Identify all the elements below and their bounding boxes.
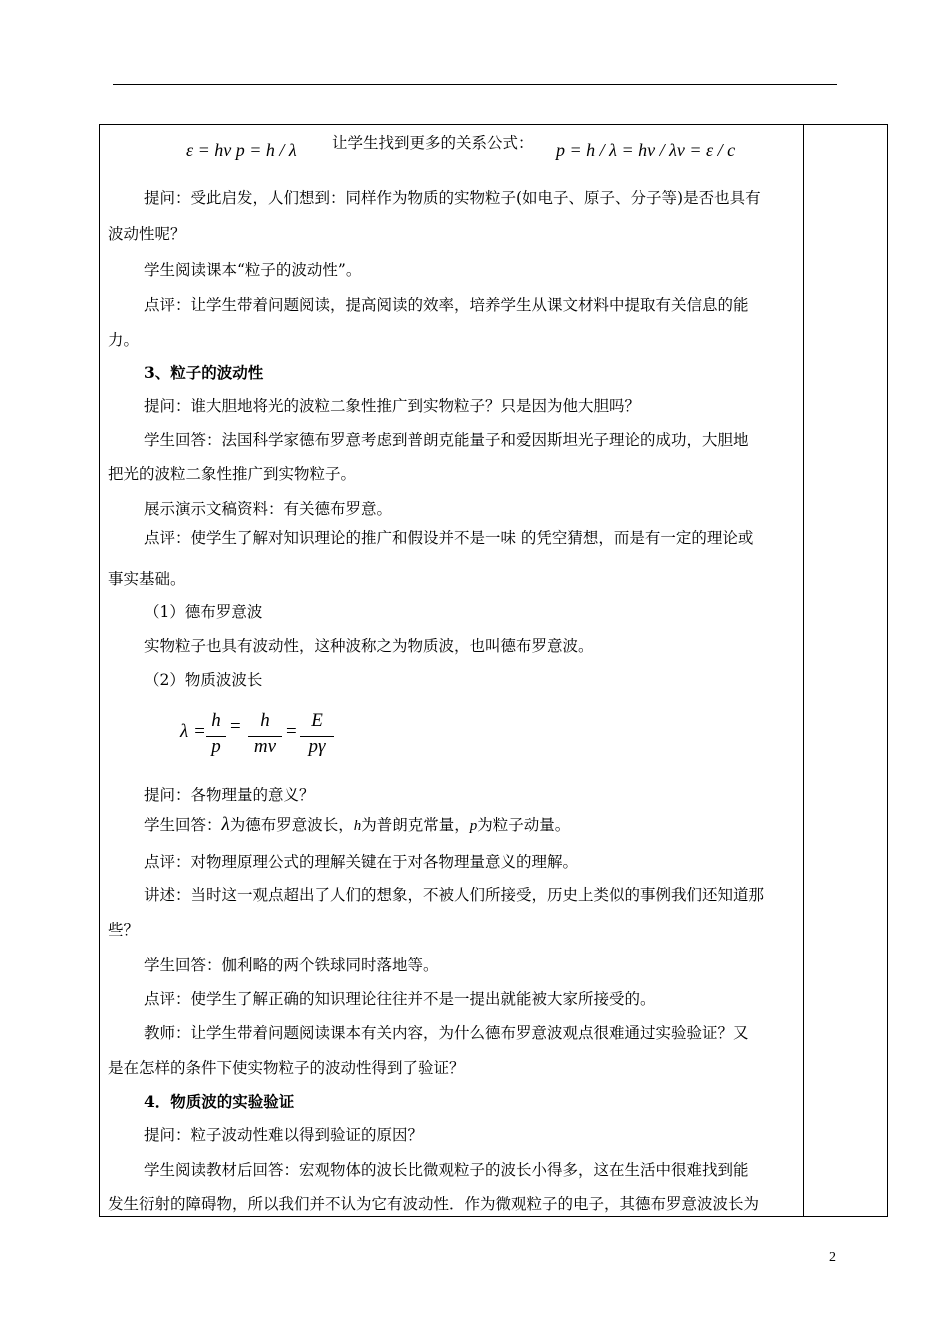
relation-prompt: 让学生找到更多的关系公式：	[332, 134, 534, 152]
subheading: （2）物质波波长	[144, 671, 263, 689]
paragraph: 学生回答：伽利略的两个铁球同时落地等。	[144, 956, 439, 974]
paragraph-part: 为普朗克常量，	[361, 816, 470, 834]
paragraph: 讲述：当时这一观点超出了人们的想象，不被人们所接受，历史上类似的事例我们还知道那	[144, 886, 765, 904]
relation-equation: p = h / λ = hν / λν = ε / c	[556, 140, 736, 160]
paragraph: 把光的波粒二象性推广到实物粒子。	[108, 465, 357, 483]
p-symbol: p	[469, 818, 478, 834]
equals-sign: =	[230, 716, 241, 737]
lambda-symbol: λ	[221, 814, 230, 835]
paragraph: 是在怎样的条件下使实物粒子的波动性得到了验证？	[108, 1059, 465, 1077]
denominator: pγ	[308, 736, 326, 757]
paragraph: 点评：让学生带着问题阅读，提高阅读的效率，培养学生从课文材料中提取有关信息的能	[144, 296, 749, 314]
paragraph	[144, 815, 570, 836]
paragraph: 提问：各物理量的意义？	[144, 786, 315, 804]
paragraph-lead: 学生回答：	[144, 816, 222, 834]
paragraph: 实物粒子也具有波动性，这种波称之为物质波，也叫德布罗意波。	[144, 637, 594, 655]
numerator: h	[211, 710, 221, 731]
energy-momentum-equation: ε = hν p = h / λ	[186, 140, 297, 160]
paragraph: 学生回答：法国科学家德布罗意考虑到普朗克能量子和爱因斯坦光子理论的成功，大胆地	[144, 431, 749, 449]
paragraph: 点评：对物理原理公式的理解关键在于对各物理量意义的理解。	[144, 853, 579, 871]
paragraph-part: 为德布罗意波长，	[229, 816, 354, 834]
header-rule	[113, 84, 837, 85]
paragraph: 提问：谁大胆地将光的波粒二象性推广到实物粒子？只是因为他大胆吗？	[144, 397, 641, 415]
paragraph: 学生阅读教材后回答：宏观物体的波长比微观粒子的波长小得多，这在生活中很难找到能	[144, 1161, 749, 1179]
paragraph: 点评：使学生了解对知识理论的推广和假设并不是一味 的凭空猜想，而是有一定的理论或	[144, 529, 754, 547]
denominator: mν	[253, 736, 277, 757]
paragraph: 展示演示文稿资料：有关德布罗意。	[144, 500, 393, 518]
formula-lhs: λ =	[180, 721, 206, 742]
subheading: （1）德布罗意波	[144, 603, 263, 621]
paragraph: 点评：使学生了解正确的知识理论往往并不是一提出就能被大家所接受的。	[144, 990, 656, 1008]
equals-sign: =	[286, 721, 297, 742]
column-divider	[803, 125, 804, 1216]
paragraph: 波动性呢？	[108, 225, 186, 243]
section-heading: 4．物质波的实验验证	[144, 1092, 295, 1111]
h-symbol: h	[353, 818, 362, 834]
paragraph: 提问：粒子波动性难以得到验证的原因？	[144, 1126, 424, 1144]
section-heading: 3、粒子的波动性	[144, 363, 264, 382]
numerator: E	[311, 710, 323, 731]
paragraph: 教师：让学生带着问题阅读课本有关内容，为什么德布罗意波观点很难通过实验验证？又	[144, 1024, 749, 1042]
paragraph: 学生阅读课本“粒子的波动性”。	[144, 261, 362, 279]
paragraph-part: 为粒子动量。	[477, 816, 571, 834]
paragraph: 事实基础。	[108, 570, 186, 588]
paragraph: 提问：受此启发，人们想到：同样作为物质的实物粒子(如电子、原子、分子等)是否也具有	[144, 189, 761, 207]
paragraph: 些？	[108, 921, 140, 939]
denominator: p	[211, 736, 221, 757]
lesson-table	[99, 124, 888, 1217]
numerator: h	[260, 710, 270, 731]
page-number: 2	[829, 1250, 836, 1265]
paragraph: 发生衍射的障碍物，所以我们并不认为它有波动性．作为微观粒子的电子，其德布罗意波波长为	[108, 1195, 760, 1213]
paragraph: 力。	[108, 331, 140, 349]
